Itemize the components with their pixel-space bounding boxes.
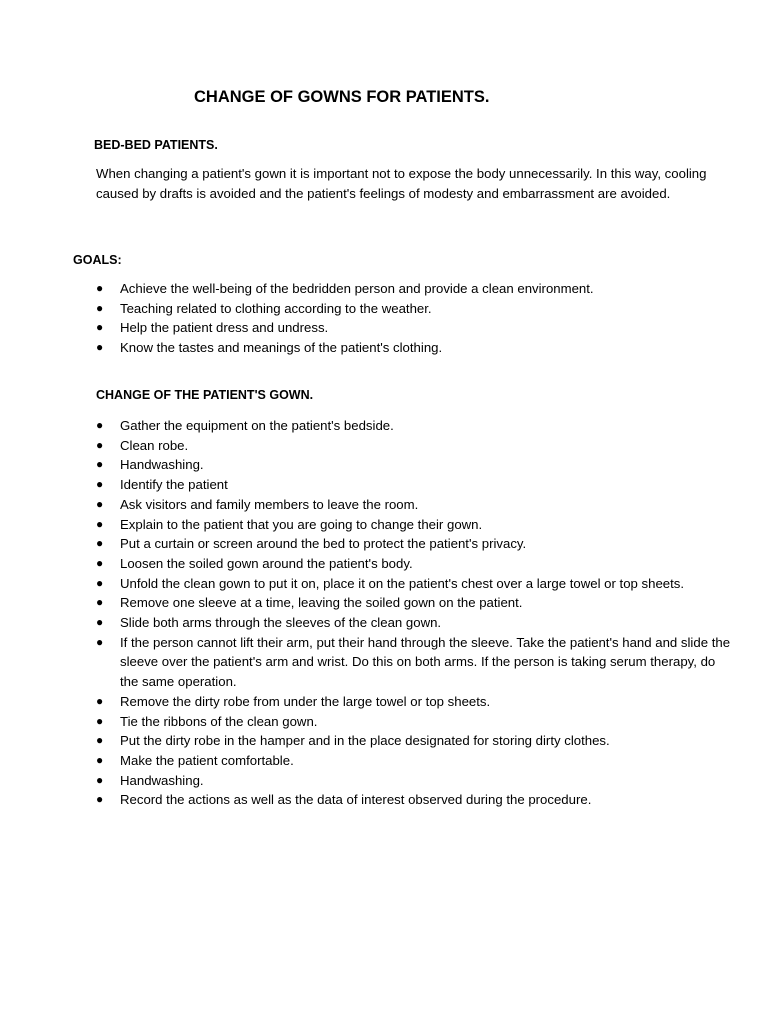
bullet-icon: ● [96,340,104,355]
list-item-text: Slide both arms through the sleeves of the clean gown. [120,615,442,631]
goals-heading: GOALS: [73,253,122,267]
bullet-icon: ● [96,281,104,295]
list-item [96,790,736,810]
bullet-icon: ● [96,516,104,531]
list-item-text: Loosen the soiled gown around the patient's body. [120,555,413,571]
list-item [96,436,736,456]
list-item-text: Unfold the clean gown to put it on, place it on the patient's chest over a large towel or top sheets. [120,575,685,591]
list-item-text: Help the patient dress and undress. [120,320,329,336]
bullet-icon: ● [96,555,104,570]
list-item [96,692,736,712]
list-item-text: Clean robe. [120,437,189,453]
list-item-text: Explain to the patient that you are going to change their gown. [120,516,483,532]
list-item [96,554,736,574]
bullet-icon: ● [96,792,104,807]
bullet-icon: ● [96,536,104,551]
change-gown-heading: CHANGE OF THE PATIENT'S GOWN. [96,388,314,402]
list-item-text: If the person cannot lift their arm, put their hand through the sleeve. Take the patient's hand and slide the sleeve over the patient's arm and wrist. Do this on both arms. If the person is taking serum therapy, do the same operation. [120,634,731,690]
list-item [96,534,736,554]
goals-list [96,279,736,358]
intro-paragraph: When changing a patient's gown it is important not to expose the body unnecessarily. In this way, cooling caused by drafts is avoided and the patient's feelings of modesty and embarrassment are avoided. [96,166,707,201]
bullet-icon: ● [96,752,104,767]
page-title: CHANGE OF GOWNS FOR PATIENTS. [194,88,490,106]
list-item-text: Remove one sleeve at a time, leaving the soiled gown on the patient. [120,595,523,611]
list-item [96,593,736,613]
bullet-icon: ● [96,634,104,649]
list-item-text: Gather the equipment on the patient's bedside. [120,418,394,433]
bullet-icon: ● [96,713,104,728]
bullet-icon: ● [96,615,104,630]
bullet-icon: ● [96,457,104,472]
bullet-icon: ● [96,437,104,452]
bullet-icon: ● [96,575,104,590]
list-item-text: Ask visitors and family members to leave the room. [120,496,419,512]
list-item [96,613,736,633]
list-item [96,731,736,751]
list-item [96,495,736,515]
list-item [96,318,736,338]
list-item-text: Identify the patient [120,477,228,493]
list-item [96,633,736,692]
list-item-text: Make the patient comfortable. [120,752,294,768]
list-item [96,751,736,771]
bullet-icon: ● [96,772,104,787]
list-item-text: Handwashing. [120,457,204,473]
list-item [96,712,736,732]
bullet-icon: ● [96,733,104,748]
bullet-icon: ● [96,477,104,492]
list-item-text: Put a curtain or screen around the bed to protect the patient's privacy. [120,536,527,552]
list-item [96,279,736,299]
list-item [96,416,736,436]
bed-patients-heading: BED-BED PATIENTS. [94,138,218,152]
bullet-icon: ● [96,418,104,432]
list-item [96,475,736,495]
bullet-icon: ● [96,595,104,610]
list-item [96,771,736,791]
bullet-icon: ● [96,320,104,335]
list-item-text: Record the actions as well as the data of interest observed during the procedure. [120,792,592,808]
list-item [96,515,736,535]
list-item [96,299,736,319]
list-item-text: Know the tastes and meanings of the patient's clothing. [120,340,443,356]
bullet-icon: ● [96,496,104,511]
bullet-icon: ● [96,693,104,708]
bullet-icon: ● [96,300,104,315]
list-item-text: Put the dirty robe in the hamper and in the place designated for storing dirty clothes. [120,733,610,749]
steps-list [96,416,736,810]
list-item [96,455,736,475]
list-item-text: Remove the dirty robe from under the large towel or top sheets. [120,693,491,709]
list-item [96,338,736,358]
list-item-text: Handwashing. [120,772,204,788]
list-item [96,574,736,594]
list-item-text: Teaching related to clothing according to the weather. [120,300,432,316]
list-item-text: Achieve the well-being of the bedridden person and provide a clean environment. [120,281,594,296]
list-item-text: Tie the ribbons of the clean gown. [120,713,318,729]
